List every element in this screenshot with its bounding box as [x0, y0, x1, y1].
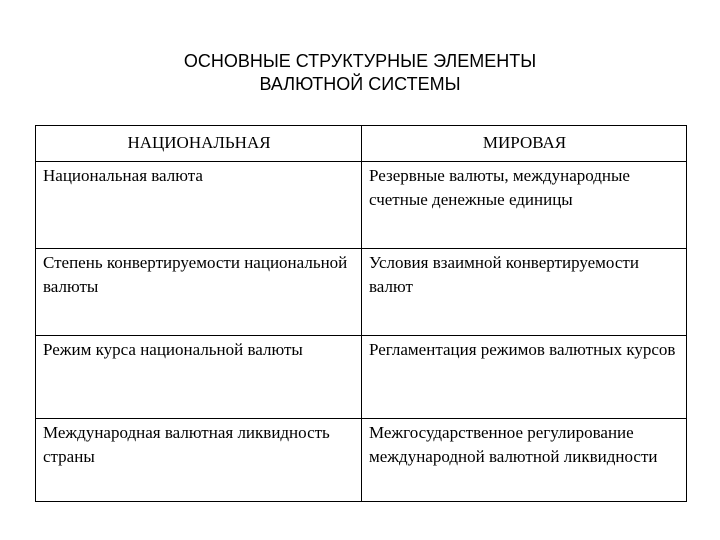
table-row — [36, 249, 687, 336]
cell-world: Межгосударственное регулирование международной валютной ликвидности — [362, 419, 687, 502]
table-row — [36, 336, 687, 419]
cell-world: Регламентация режимов валютных курсов — [362, 336, 687, 419]
cell-national: Степень конвертируемости национальной валюты — [36, 249, 362, 336]
table-row — [36, 162, 687, 249]
page-title — [0, 50, 720, 96]
title-line-1: ОСНОВНЫЕ СТРУКТУРНЫЕ ЭЛЕМЕНТЫ — [183, 51, 537, 71]
header-world: МИРОВАЯ — [362, 126, 687, 162]
header-national: НАЦИОНАЛЬНАЯ — [36, 126, 362, 162]
title-line-2: ВАЛЮТНОЙ СИСТЕМЫ — [259, 74, 461, 94]
cell-world: Условия взаимной конвертируемости валют — [362, 249, 687, 336]
table-header-row — [36, 126, 687, 162]
cell-world: Резервные валюты, международные счетные денежные единицы — [362, 162, 687, 249]
cell-national: Режим курса национальной валюты — [36, 336, 362, 419]
table-row — [36, 419, 687, 502]
cell-national: Международная валютная ликвидность страны — [36, 419, 362, 502]
cell-national: Национальная валюта — [36, 162, 362, 249]
comparison-table — [35, 125, 687, 502]
